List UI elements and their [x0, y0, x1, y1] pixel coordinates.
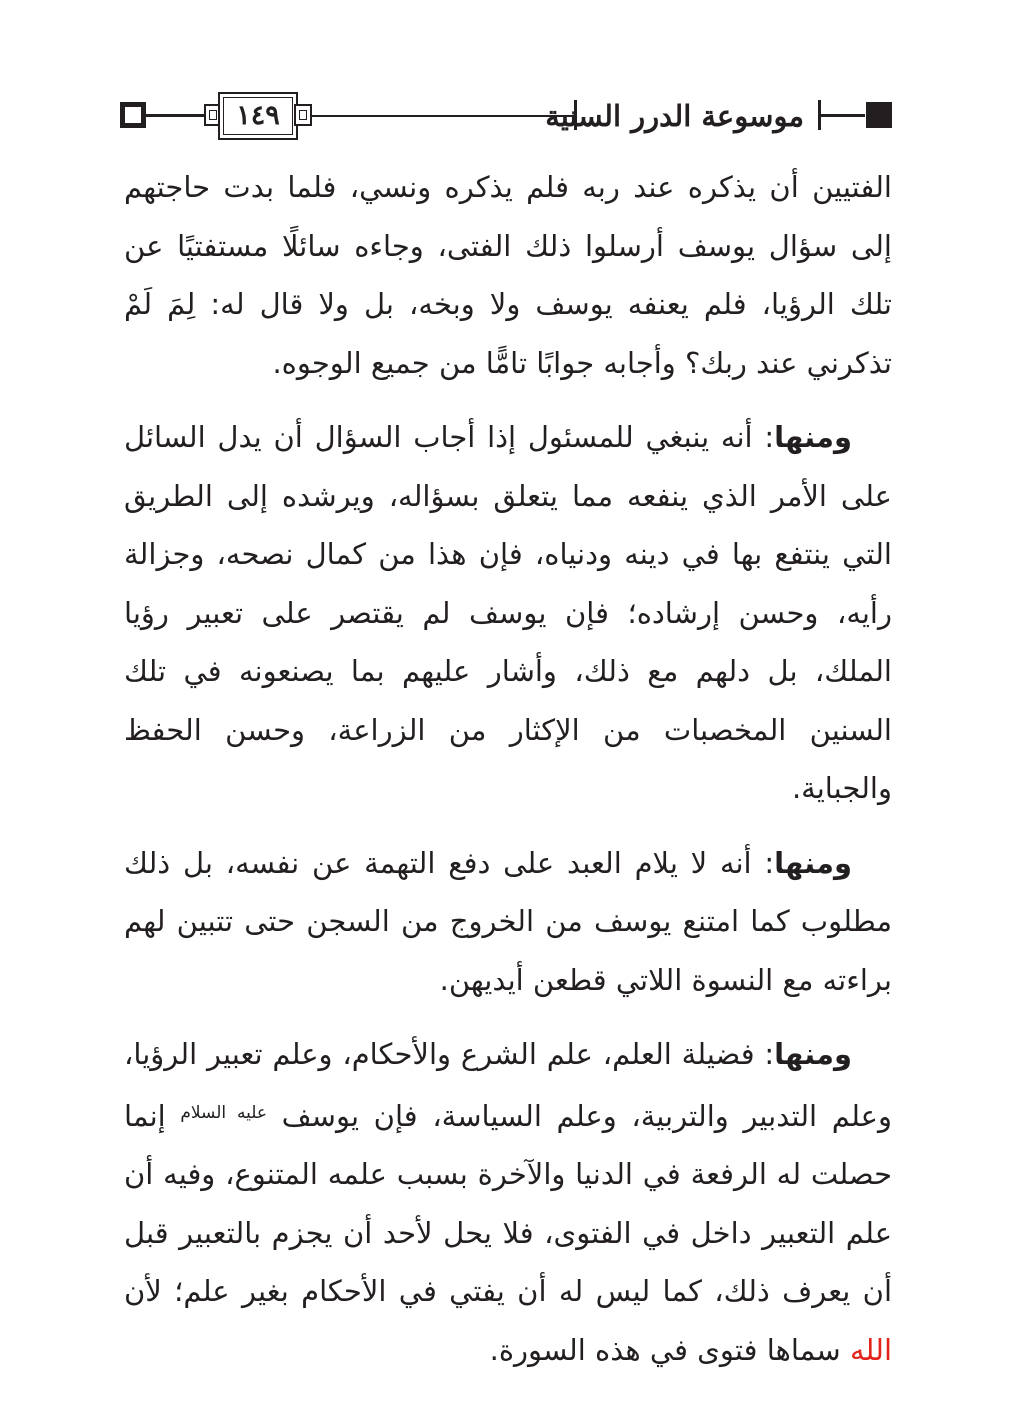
page-header	[118, 78, 893, 156]
page-body	[124, 158, 892, 1379]
paragraph-text: : أنه ينبغي للمسئول إذا أجاب السؤال أن يدل السائل على الأمر الذي ينفعه مما يتعلق بسؤاله، ويرشده إلى الطريق التي ينتفع بها في دينه ودنياه، فإن هذا من كمال نصحه، وجزالة رأيه، وحسن إرشاده؛ فإن يوسف لم يقتصر على تعبير رؤيا الملك، بل دلهم مع ذلك، وأشار عليهم بما يصنعونه في تلك السنين المخصبات من الإكثار من الزراعة، وحسن الحفظ والجباية.	[124, 420, 892, 805]
paragraph-4	[124, 1025, 892, 1379]
paragraph-text: : أنه لا يلام العبد على دفع التهمة عن نفسه، بل ذلك مطلوب كما امتنع يوسف من الخروج من السجن حتى تتبين لهم براءته مع النسوة اللاتي قطعن أيديهن.	[124, 845, 892, 997]
paragraph-lead: ومنها	[774, 845, 852, 880]
header-right-rule	[821, 114, 865, 117]
header-left-square-ornament	[120, 102, 146, 128]
header-middle-rule	[312, 115, 574, 117]
header-right-square-ornament	[866, 102, 892, 128]
paragraph-text: سماها فتوى في هذه السورة.	[489, 1332, 850, 1367]
honorific-glyph: عليه السلام	[180, 1102, 267, 1123]
page-number-frame	[204, 92, 312, 140]
paragraph-lead: ومنها	[774, 420, 852, 454]
book-title: موسوعة الدرر السنية	[545, 99, 804, 133]
paragraph-3	[124, 834, 892, 1010]
paragraph-text: تذكرني عند ربك؟ وأجابه جوابًا تامًّا من جميع الوجوه.	[272, 345, 892, 380]
header-left-rule	[146, 114, 206, 117]
quran-quote: لِمَ لَمْ	[124, 287, 196, 321]
paragraph-2	[124, 408, 892, 818]
paragraph-lead: ومنها	[774, 1037, 852, 1071]
paragraph-1	[124, 158, 892, 392]
paragraph-text: إنما حصلت له الرفعة في الدنيا والآخرة بسبب علمه المتنوع، وفيه أن علم التعبير داخل في الفتوى، فلا يحل لأحد أن يجزم بالتعبير قبل أن يعرف ذلك، كما ليس له أن يفتي في الأحكام بغير علم؛ لأن	[124, 1098, 892, 1308]
paragraph-text: الفتيين أن يذكره عند ربه فلم يذكره ونسي، فلما بدت حاجتهم إلى سؤال يوسف أرسلوا ذلك الفتى، وجاءه سائلًا مستفتيًا عن تلك الرؤيا، فلم يعنفه يوسف ولا وبخه، بل ولا قال له:	[124, 170, 892, 321]
paragraph-text: : فضيلة العلم، علم الشرع والأحكام، وعلم تعبير الرؤيا، وعلم التدبير والتربية، وعلم السياسة، فإن يوسف	[124, 1037, 892, 1133]
page-number: ١٤٩	[236, 100, 280, 131]
divine-name: الله	[849, 1332, 892, 1367]
